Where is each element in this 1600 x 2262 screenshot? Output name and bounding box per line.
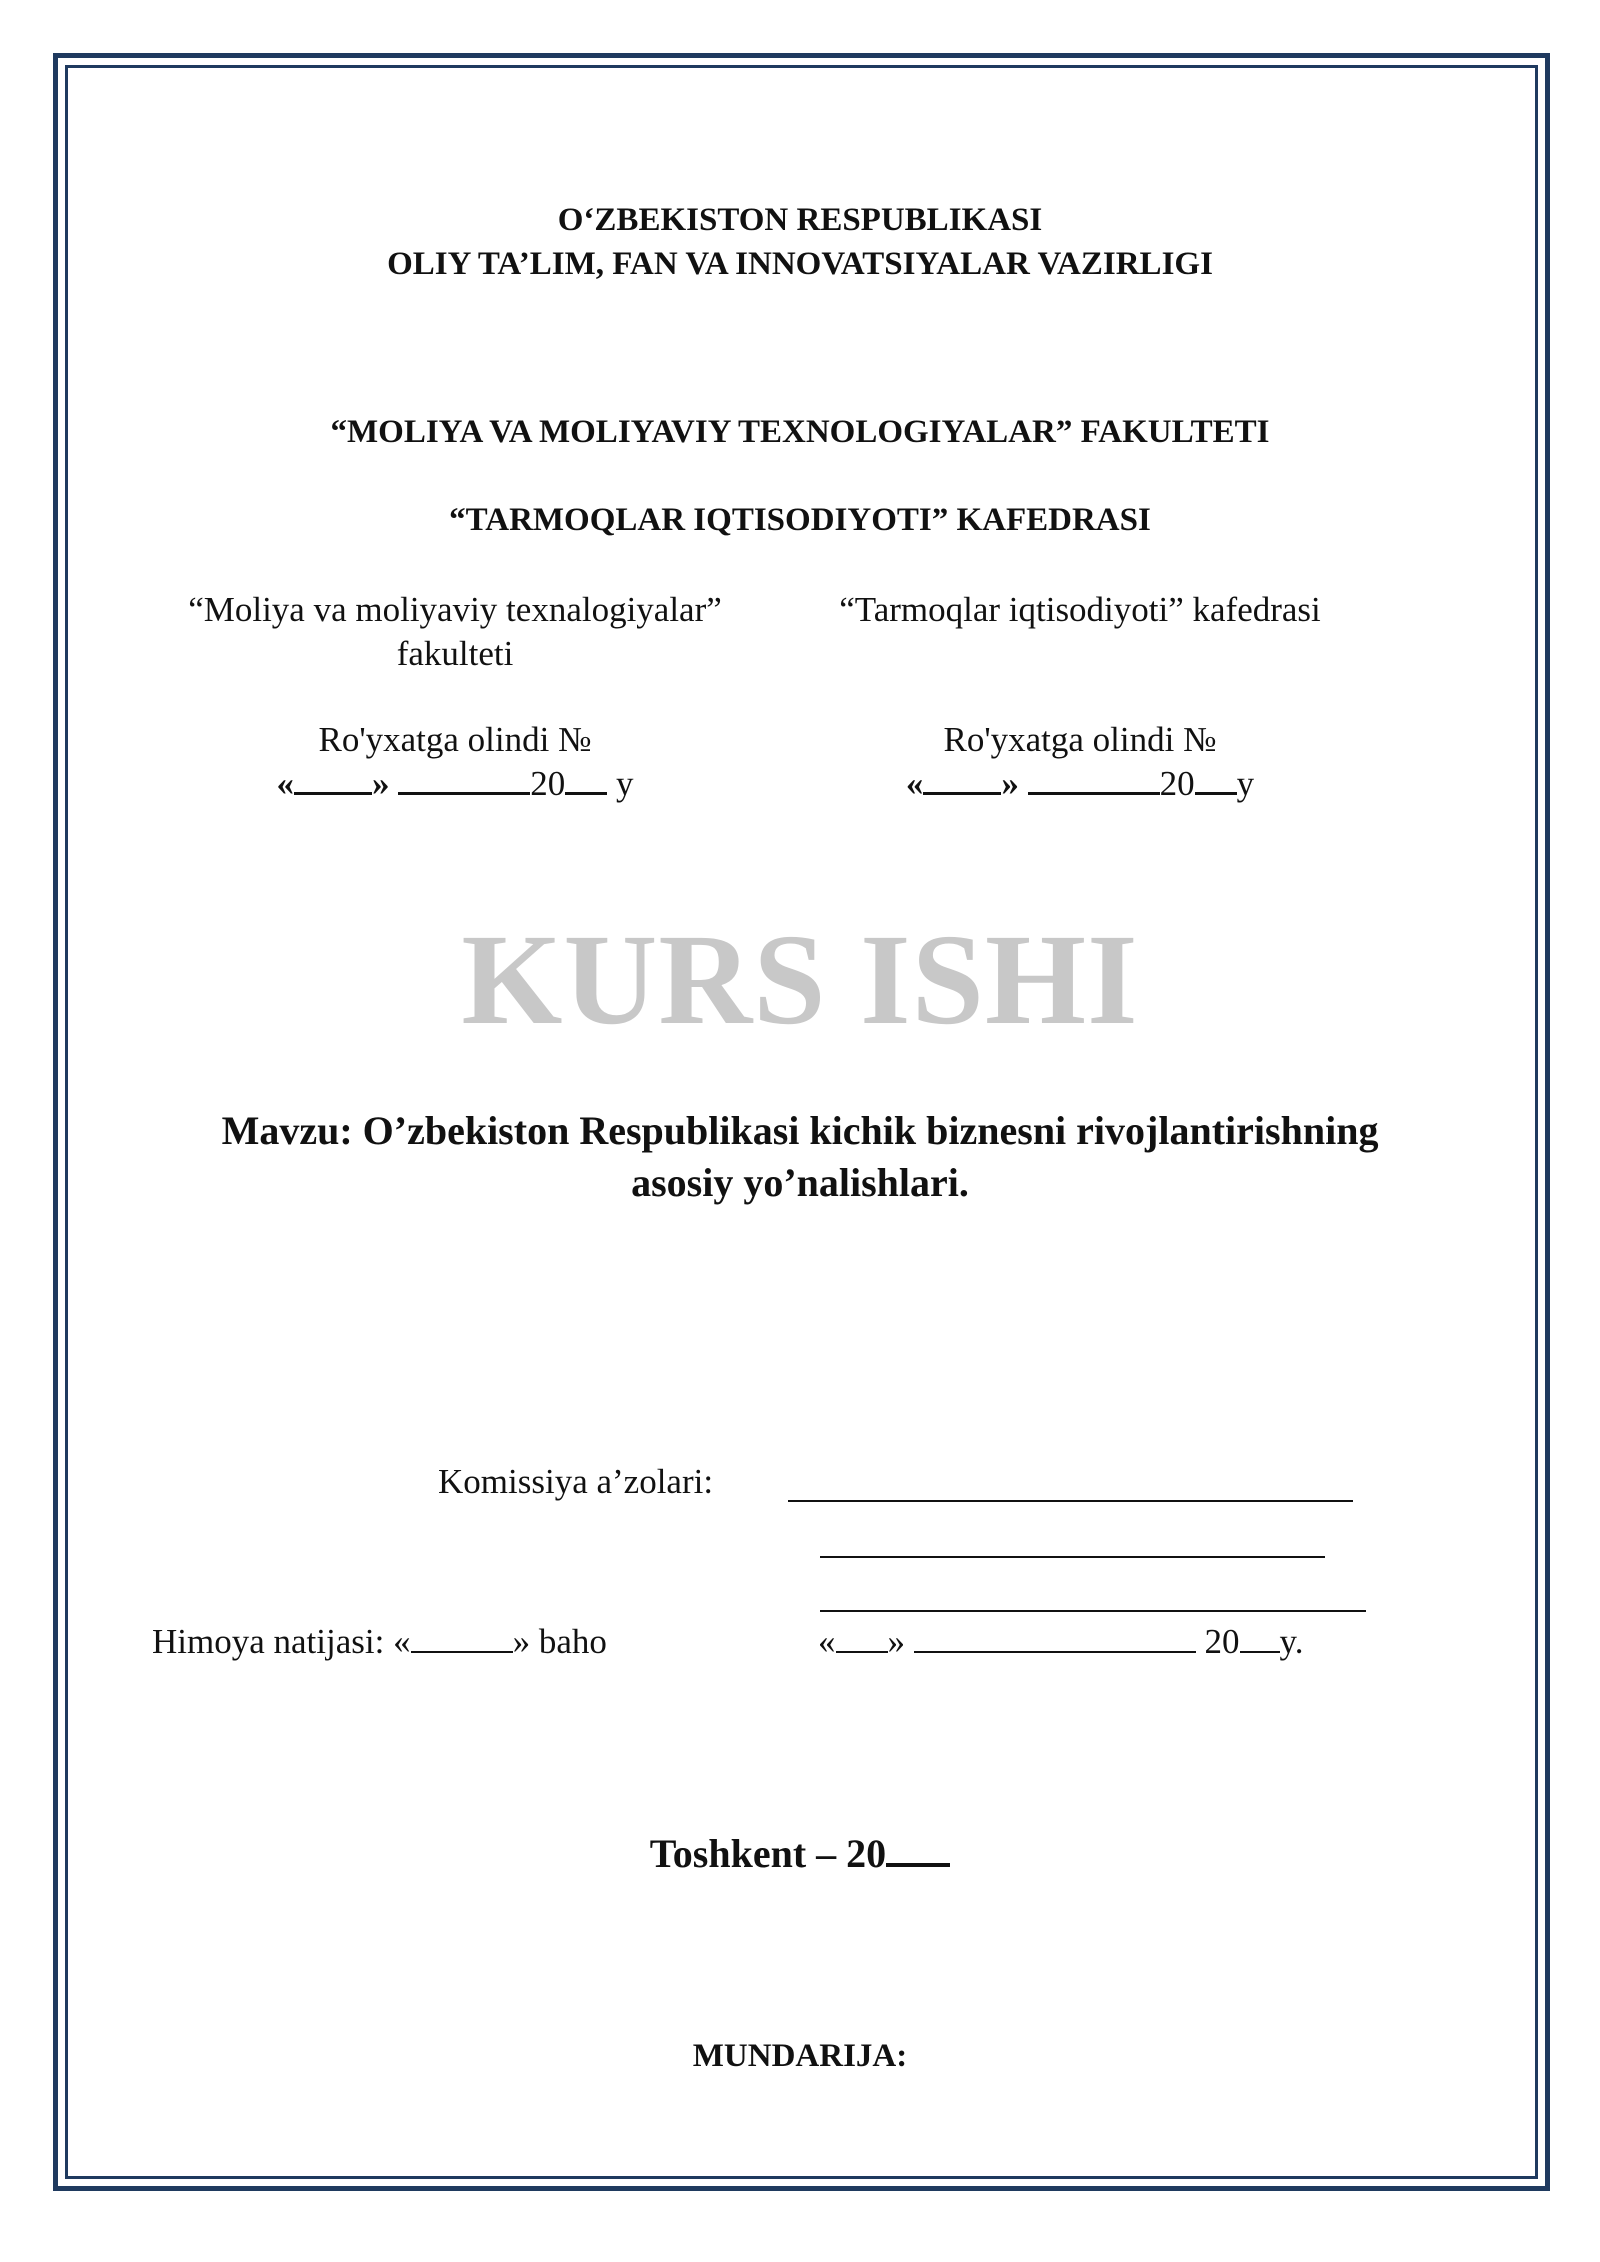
year-blank (565, 762, 607, 795)
city-year (0, 1830, 1600, 1877)
commission-label: Komissiya a’zolari: (438, 1462, 714, 1501)
year-blank (1195, 762, 1237, 795)
faculty-registration-date (150, 762, 760, 806)
day-blank (294, 762, 372, 795)
year-blank (886, 1833, 950, 1867)
faculty-registration-label: Ro'yxatga olindi № (318, 720, 592, 759)
date-close-quote: » (372, 764, 390, 803)
date-open-quote: « (905, 764, 924, 803)
commission-signature-line-3 (820, 1610, 1366, 1612)
year-prefix: 20 (530, 764, 566, 803)
document-type-title: KURS ISHI (461, 908, 1139, 1052)
faculty-registration (150, 718, 760, 806)
day-blank (923, 762, 1001, 795)
kafedra-title: “TARMOQLAR IQTISODIYOTI” KAFEDRASI (449, 502, 1151, 538)
year-blank (1240, 1623, 1280, 1653)
kafedra-registration-date (780, 762, 1380, 806)
date-open-quote: « (818, 1622, 836, 1661)
kafedra-block (780, 588, 1380, 632)
commission-signature-line-2 (820, 1556, 1325, 1558)
defense-grade-suffix: » baho (512, 1622, 607, 1661)
faculty-name-line-2: fakulteti (396, 634, 514, 673)
commission-signature-line-1 (788, 1500, 1353, 1502)
kafedra-registration-label: Ro'yxatga olindi № (943, 720, 1217, 759)
faculty-name-line-1: “Moliya va moliyaviy texnalogiyalar” (188, 590, 722, 629)
faculty-title: “MOLIYA VA MOLIYAVIY TEXNOLOGIYALAR” FAKULTETI (330, 414, 1270, 450)
defense-date (818, 1622, 1303, 1662)
defense-label: Himoya natijasi: « (152, 1622, 411, 1661)
ministry-header (0, 198, 1600, 286)
date-open-quote: « (276, 764, 294, 803)
year-suffix: y (1236, 764, 1255, 803)
month-blank (914, 1623, 1196, 1653)
day-blank (836, 1623, 888, 1653)
date-close-quote: » (1001, 764, 1019, 803)
year-prefix: 20 (1204, 1622, 1240, 1661)
year-suffix: y. (1279, 1622, 1304, 1661)
faculty-block (150, 588, 760, 676)
contents-heading: MUNDARIJA: (692, 2038, 908, 2074)
date-close-quote: » (887, 1622, 905, 1661)
grade-blank (411, 1623, 513, 1653)
topic-line-2: asosiy yo’nalishlari. (631, 1160, 969, 1205)
ministry-line-2: OLIY TA’LIM, FAN VA INNOVATSIYALAR VAZIRLIGI (387, 246, 1213, 282)
ministry-line-1: O‘ZBEKISTON RESPUBLIKASI (557, 202, 1043, 238)
topic (0, 1105, 1600, 1209)
month-blank (398, 762, 530, 795)
month-blank (1028, 762, 1160, 795)
year-suffix: y (616, 764, 634, 803)
city-label: Toshkent – 20 (649, 1831, 887, 1876)
kafedra-name: “Tarmoqlar iqtisodiyoti” kafedrasi (839, 590, 1321, 629)
kafedra-registration (780, 718, 1380, 806)
year-prefix: 20 (1159, 764, 1195, 803)
topic-line-1: Mavzu: O’zbekiston Respublikasi kichik biznesni rivojlantirishning (221, 1108, 1379, 1153)
defense-result (152, 1622, 607, 1662)
